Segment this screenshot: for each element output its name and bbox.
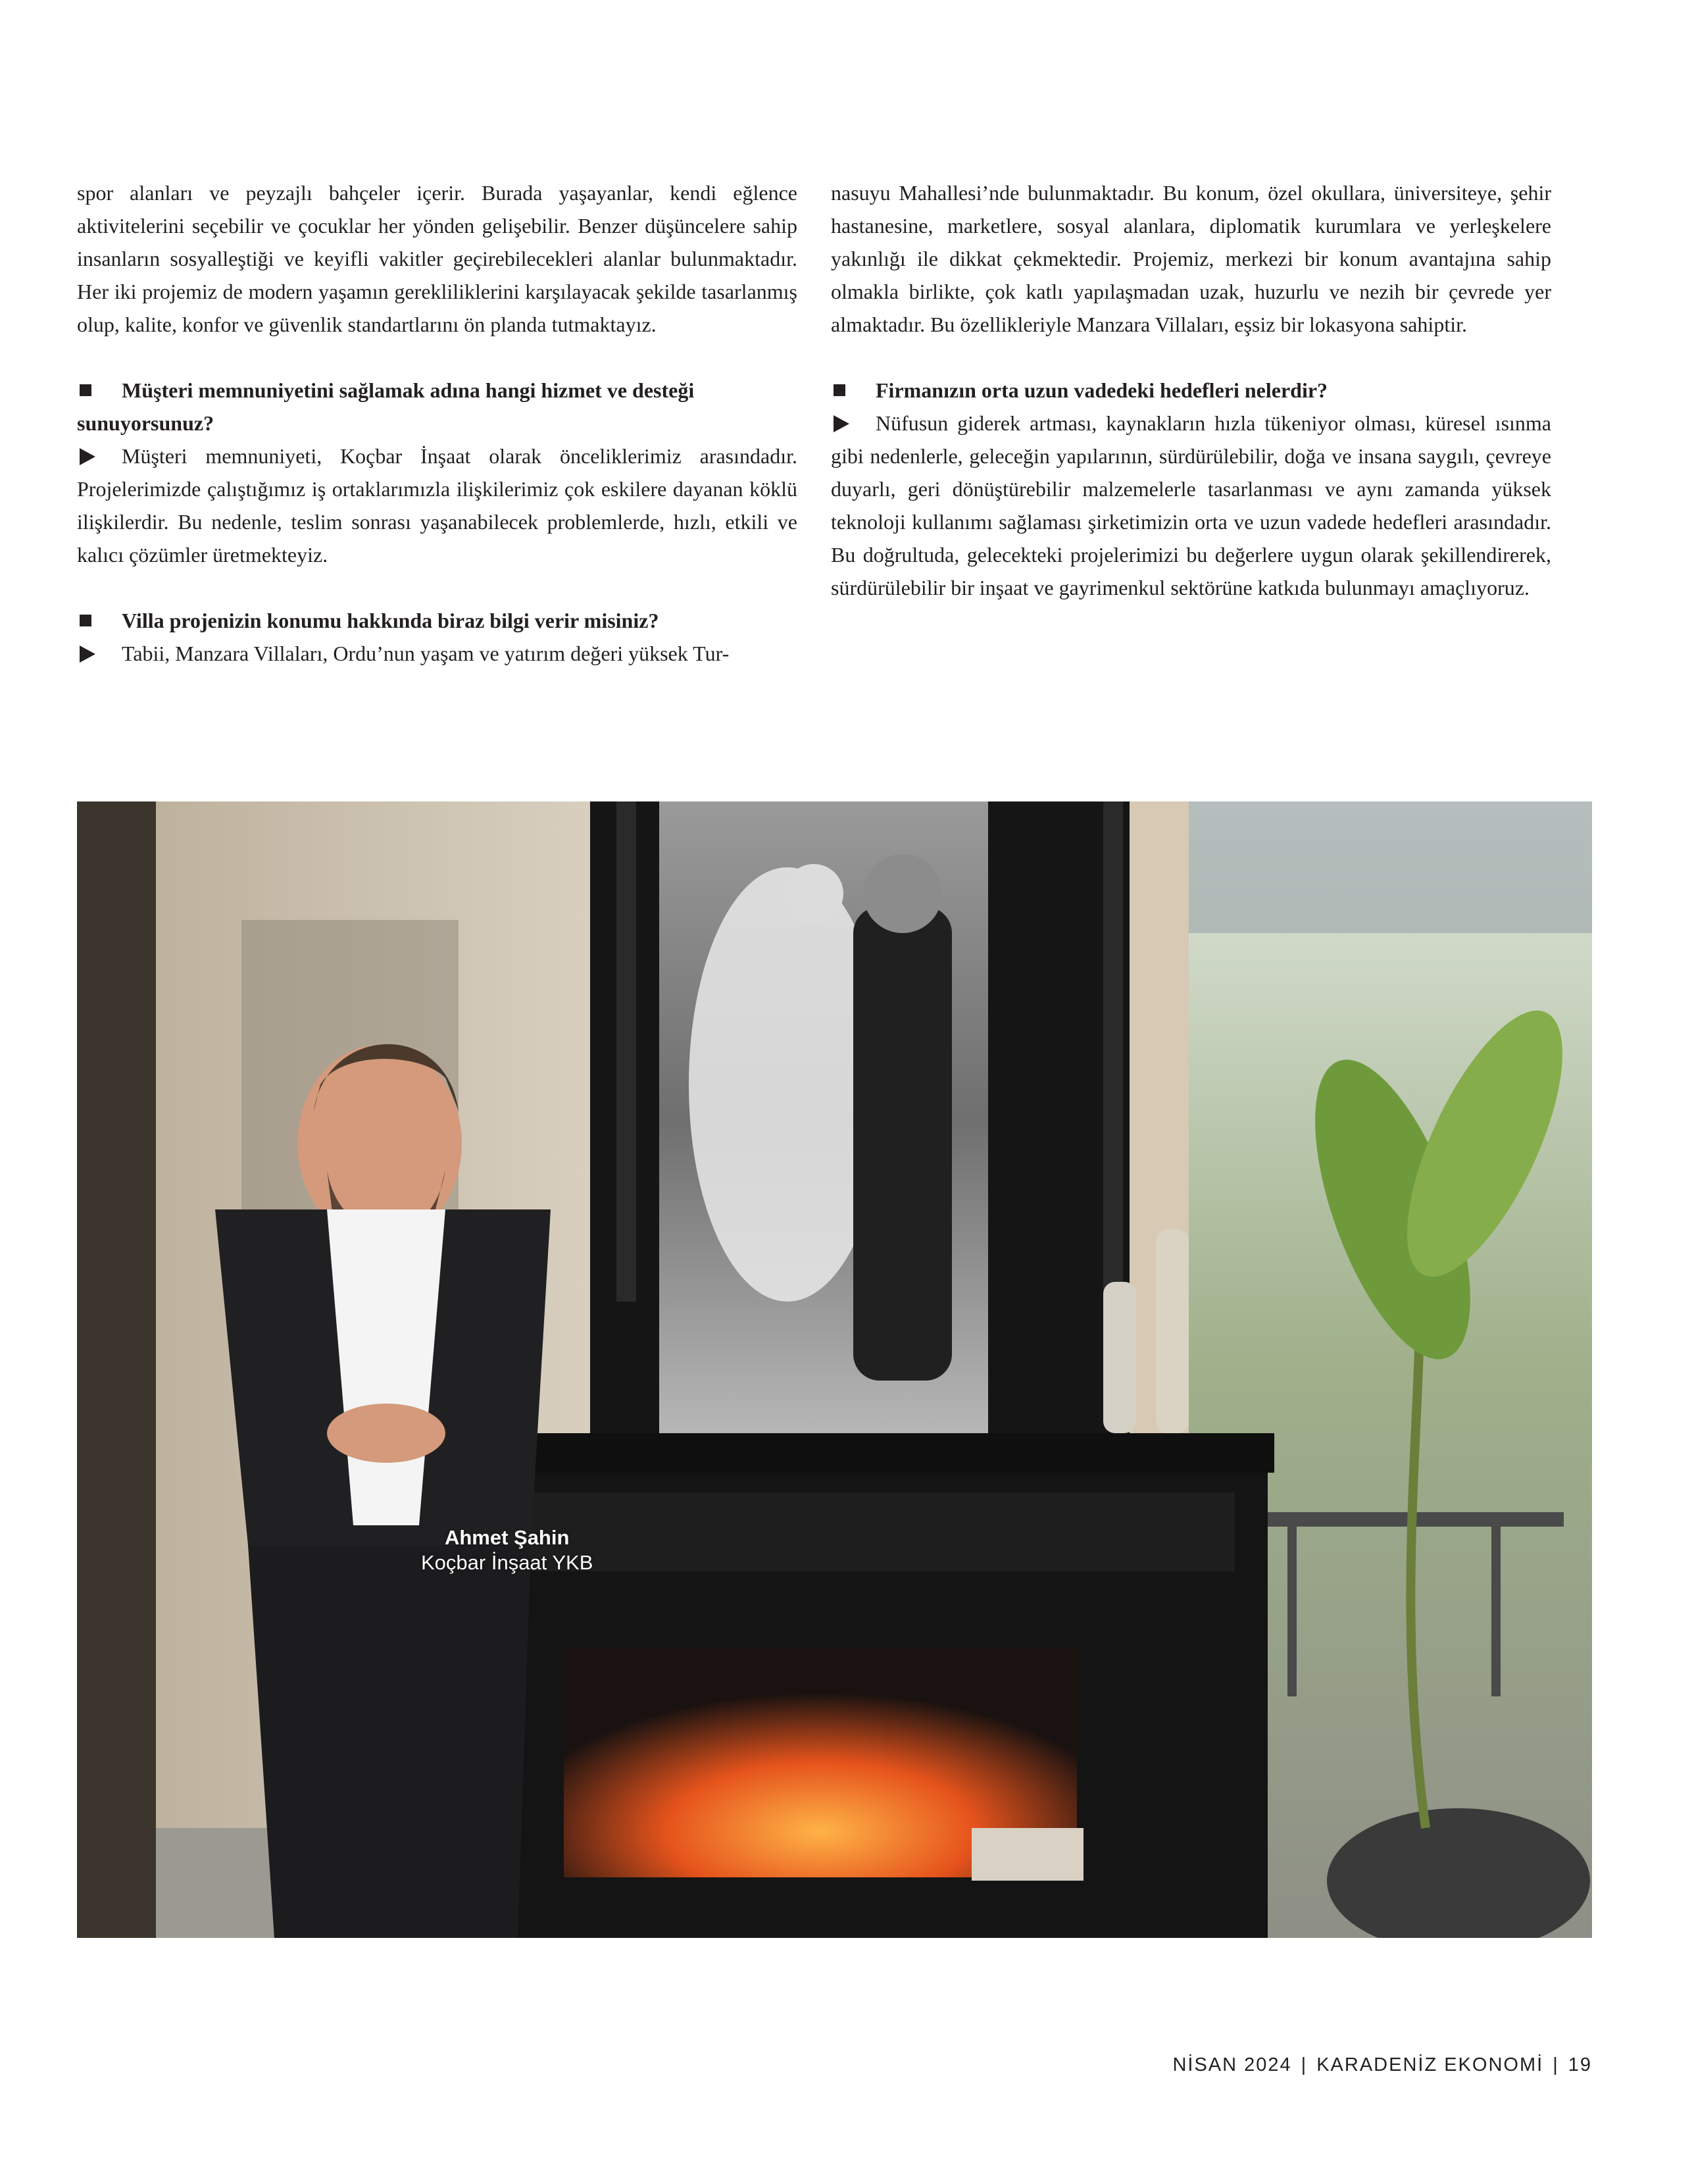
interview-photo bbox=[77, 801, 1592, 1938]
square-bullet-icon bbox=[80, 615, 91, 626]
answer-paragraph: Müşteri memnuniyeti, Koçbar İnşaat olarak önceliklerimiz arasındadır. Projelerimizde çalıştığımız iş ortaklarımızla ilişkilerimiz çok eskilere dayanan köklü ilişkilerdir. Bu nedenle, teslim sonrası yaşanabilecek problemlerde, hızlı, etkili ve kalıcı çözümler üretmekteyiz. bbox=[77, 444, 797, 567]
footer-separator: | bbox=[1553, 2054, 1559, 2075]
page-number: 19 bbox=[1568, 2054, 1592, 2075]
qa-block-location bbox=[77, 604, 797, 670]
footer-issue: NİSAN 2024 bbox=[1172, 2054, 1292, 2075]
square-bullet-icon bbox=[834, 384, 845, 396]
page-footer bbox=[1172, 2054, 1592, 2076]
photo-caption bbox=[421, 1525, 593, 1575]
triangle-arrow-icon bbox=[80, 448, 95, 465]
qa-block-satisfaction bbox=[77, 374, 797, 571]
caption-name: Ahmet Şahin bbox=[444, 1526, 570, 1549]
answer-paragraph: Tabii, Manzara Villaları, Ordu’nun yaşam ve yatırım değeri yüksek Tur- bbox=[77, 637, 797, 670]
qa-block-goals bbox=[831, 374, 1551, 604]
question-heading: Müşteri memnuniyetini sağlamak adına hangi hizmet ve desteği sunuyorsunuz? bbox=[77, 378, 695, 435]
right-column bbox=[831, 176, 1551, 604]
left-column bbox=[77, 176, 797, 670]
footer-magazine: KARADENİZ EKONOMİ bbox=[1316, 2054, 1544, 2075]
question-heading: Villa projenizin konumu hakkında biraz bilgi verir misiniz? bbox=[77, 604, 797, 637]
left-intro-paragraph: spor alanları ve peyzajlı bahçeler içerir. Burada yaşayanlar, kendi eğlence aktivitelerini seçebilir ve çocuklar her yönden gelişebilir. Benzer düşüncelere sahip insanların sosyalleştiği ve keyifli vakitler geçirebilecekleri alanlar bulunmaktadır. Her iki projemiz de modern yaşamın gerekliliklerini karşılayacak şekilde tasarlanmış olup, kalite, konfor ve güvenlik standartlarını ön planda tutmaktayız. bbox=[77, 181, 797, 336]
question-heading: Firmanızın orta uzun vadedeki hedefleri nelerdir? bbox=[831, 374, 1551, 407]
right-intro-paragraph: nasuyu Mahallesi’nde bulunmaktadır. Bu konum, özel okullara, üniversiteye, şehir hastanesine, marketlere, sosyal alanlara, diplomatik kurumlara ve yerleşkelere yakınlığı ile dikkat çekmektedir. Projemiz, merkezi bir konum avantajına sahip olmakla birlikte, çok katlı yapılaşmadan uzak, huzurlu ve nezih bir çevrede yer almaktadır. Bu özellikleriyle Manzara Villaları, eşsiz bir lokasyona sahiptir. bbox=[831, 181, 1551, 336]
triangle-arrow-icon bbox=[834, 415, 849, 432]
answer-paragraph: Nüfusun giderek artması, kaynakların hızla tükeniyor olması, küresel ısınma gibi nedenlerle, geleceğin yapılarının, sürdürülebilir, doğa ve insana saygılı, çevreye duyarlı, geri dönüştürebilir malzemelerle tasarlanması ve aynı zamanda yüksek teknoloji kullanımı sağlaması şirketimizin orta ve uzun vadede hedefleri arasındadır. Bu doğrultuda, gelecekteki projelerimizi bu değerlere uygun olarak şekillendirerek, sürdürülebilir bir inşaat ve gayrimenkul sektörüne katkıda bulunmayı amaçlıyoruz. bbox=[831, 411, 1551, 599]
square-bullet-icon bbox=[80, 384, 91, 396]
caption-title: Koçbar İnşaat YKB bbox=[421, 1551, 593, 1574]
triangle-arrow-icon bbox=[80, 646, 95, 663]
footer-separator: | bbox=[1301, 2054, 1308, 2075]
